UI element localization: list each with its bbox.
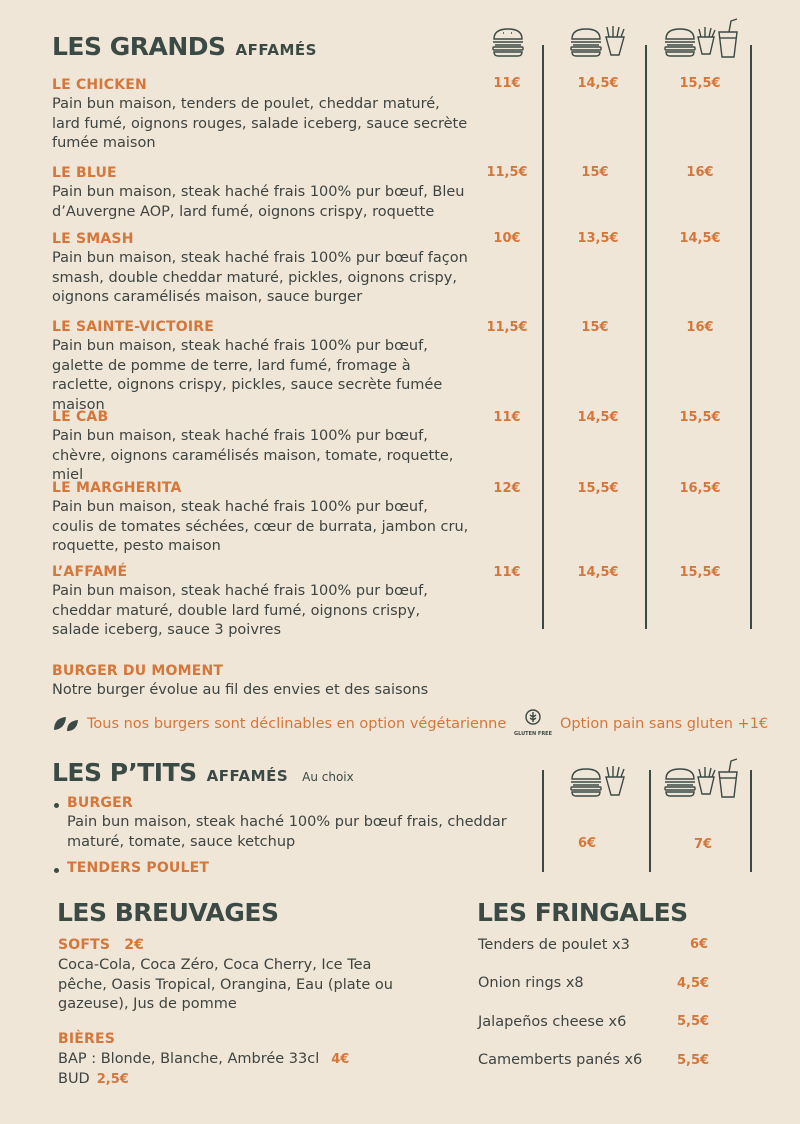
fringale-item: Camemberts panés x6	[478, 1052, 643, 1068]
price-single: 11,5€	[486, 320, 528, 335]
price-menu-drink: 15,5€	[679, 410, 721, 425]
column-divider	[750, 770, 752, 872]
price-single: 12€	[493, 481, 521, 496]
gluten-free-note: Option pain sans gluten +1€	[560, 716, 769, 732]
price-menu-drink: 15,5€	[679, 565, 721, 580]
ptits-item-tenders	[67, 860, 209, 876]
item-name: LE MARGHERITA	[52, 480, 182, 496]
bud-price: 2,5€	[96, 1072, 129, 1087]
price-menu-drink: 16€	[686, 320, 714, 335]
section-title-breuvages-text: LES BREUVAGES	[57, 898, 279, 927]
bullet-icon	[54, 868, 59, 873]
section-title-grands	[52, 32, 317, 61]
bud-text: BUD	[58, 1071, 90, 1087]
leaf-icon	[52, 714, 80, 738]
price-menu: 6€	[577, 836, 597, 851]
fringale-item: Tenders de poulet x3	[478, 937, 630, 953]
softs-price: 2€	[124, 937, 145, 953]
fringale-item: Jalapeños cheese x6	[478, 1014, 627, 1030]
price-menu-drink: 16,5€	[679, 481, 721, 496]
item-name: LE SMASH	[52, 231, 134, 247]
column-divider	[542, 45, 544, 629]
menu-item-affame	[52, 564, 472, 641]
softs-label	[58, 937, 144, 953]
price-single: 11€	[493, 410, 521, 425]
menu-item-cab	[52, 409, 472, 486]
fringale-price: 6€	[690, 937, 709, 952]
item-description: Notre burger évolue au fil des envies et des saisons	[52, 682, 429, 698]
bap-price: 4€	[331, 1052, 350, 1067]
section-title-grands-small: AFFAMÉS	[235, 41, 317, 59]
price-single: 11,5€	[486, 165, 528, 180]
price-menu: 14,5€	[577, 76, 619, 91]
item-description: Pain bun maison, steak haché frais 100% pur bœuf, Bleu d’Auvergne AOP, lard fumé, oignons crispy, roquette	[52, 184, 465, 220]
bieres-label: BIÈRES	[58, 1031, 116, 1047]
item-name: LE BLUE	[52, 165, 117, 181]
bap-text: BAP : Blonde, Blanche, Ambrée 33cl	[58, 1051, 320, 1067]
menu-item-sainte-victoire	[52, 319, 472, 415]
menu-item-chicken	[52, 77, 472, 154]
item-description: Pain bun maison, steak haché frais 100% pur bœuf, chèvre, oignons caramélisés maison, tomate, roquette, miel	[52, 428, 454, 483]
column-divider	[542, 770, 544, 872]
section-title-ptits-big: LES P’TITS	[52, 758, 197, 787]
item-name: LE CHICKEN	[52, 77, 147, 93]
burger-icon	[491, 27, 525, 61]
item-description: Pain bun maison, steak haché frais 100% pur bœuf, cheddar maturé, double lard fumé, oignons crispy, salade iceberg, sauce 3 poivres	[52, 583, 428, 638]
section-title-ptits-tiny: Au choix	[302, 770, 354, 784]
burger-fries-icon	[570, 25, 626, 61]
item-description: Pain bun maison, steak haché 100% pur bœuf frais, cheddar maturé, tomate, sauce ketchup	[67, 814, 507, 850]
item-name: TENDERS POULET	[67, 860, 210, 876]
bullet-icon	[54, 803, 59, 808]
price-menu-drink: 15,5€	[679, 76, 721, 91]
burger-fries-icon	[570, 765, 626, 801]
fringale-price: 4,5€	[677, 976, 710, 991]
section-title-fringales-text: LES FRINGALES	[477, 898, 688, 927]
fringale-item: Onion rings x8	[478, 975, 584, 991]
price-menu: 13,5€	[577, 231, 619, 246]
item-description: Pain bun maison, tenders de poulet, cheddar maturé, lard fumé, oignons rouges, salade iceberg, sauce secrète fumée maison	[52, 96, 468, 151]
vegetarian-note: Tous nos burgers sont déclinables en option végétarienne	[87, 716, 507, 732]
section-title-fringales	[477, 898, 688, 927]
fringale-price: 5,5€	[677, 1053, 710, 1068]
bap-row	[58, 1050, 349, 1070]
gluten-free-badge: GLUTEN FREE	[513, 731, 553, 737]
bud-row	[58, 1070, 129, 1090]
menu-item-smash	[52, 231, 472, 308]
price-menu: 14,5€	[577, 565, 619, 580]
item-name: L’AFFAMÉ	[52, 564, 128, 580]
burger-fries-drink-icon	[664, 18, 740, 62]
menu-item-margherita	[52, 480, 472, 557]
price-menu-drink: 16€	[686, 165, 714, 180]
section-title-breuvages	[57, 898, 279, 927]
column-divider	[750, 45, 752, 629]
section-title-ptits-small: AFFAMÉS	[206, 767, 289, 785]
price-menu: 15€	[581, 320, 609, 335]
ptits-item-burger	[67, 795, 507, 852]
item-name: BURGER DU MOMENT	[52, 663, 224, 679]
price-menu: 14,5€	[577, 410, 619, 425]
item-description: Pain bun maison, steak haché frais 100% pur bœuf, galette de pomme de terre, lard fumé, fromage à raclette, oignons crispy, pickles, sauce secrète fumée maison	[52, 338, 443, 413]
item-name: LE CAB	[52, 409, 109, 425]
column-divider	[645, 45, 647, 629]
item-name: BURGER	[67, 795, 133, 811]
fringale-price: 5,5€	[677, 1014, 710, 1029]
price-single: 10€	[493, 231, 521, 246]
section-title-ptits	[52, 758, 354, 787]
column-divider	[649, 770, 651, 872]
burger-du-moment	[52, 663, 512, 701]
section-title-grands-big: LES GRANDS	[52, 32, 226, 61]
price-menu: 15,5€	[577, 481, 619, 496]
price-menu-drink: 14,5€	[679, 231, 721, 246]
item-description: Pain bun maison, steak haché frais 100% pur bœuf façon smash, double cheddar maturé, pickles, oignons crispy, oignons caramélisés maison, sauce burger	[52, 250, 468, 305]
price-single: 11€	[493, 76, 521, 91]
softs-description: Coca-Cola, Coca Zéro, Coca Cherry, Ice Tea pêche, Oasis Tropical, Orangina, Eau (plate ou gazeuse), Jus de pomme	[58, 957, 393, 1012]
menu-item-blue	[52, 165, 472, 222]
item-description: Pain bun maison, steak haché frais 100% pur bœuf, coulis de tomates séchées, cœur de burrata, jambon cru, roquette, pesto maison	[52, 499, 469, 554]
price-menu: 15€	[581, 165, 609, 180]
burger-fries-drink-icon	[664, 758, 740, 802]
price-menu-drink: 7€	[693, 837, 713, 852]
item-name: LE SAINTE-VICTOIRE	[52, 319, 215, 335]
softs-label-text: SOFTS	[58, 937, 111, 953]
price-single: 11€	[493, 565, 521, 580]
